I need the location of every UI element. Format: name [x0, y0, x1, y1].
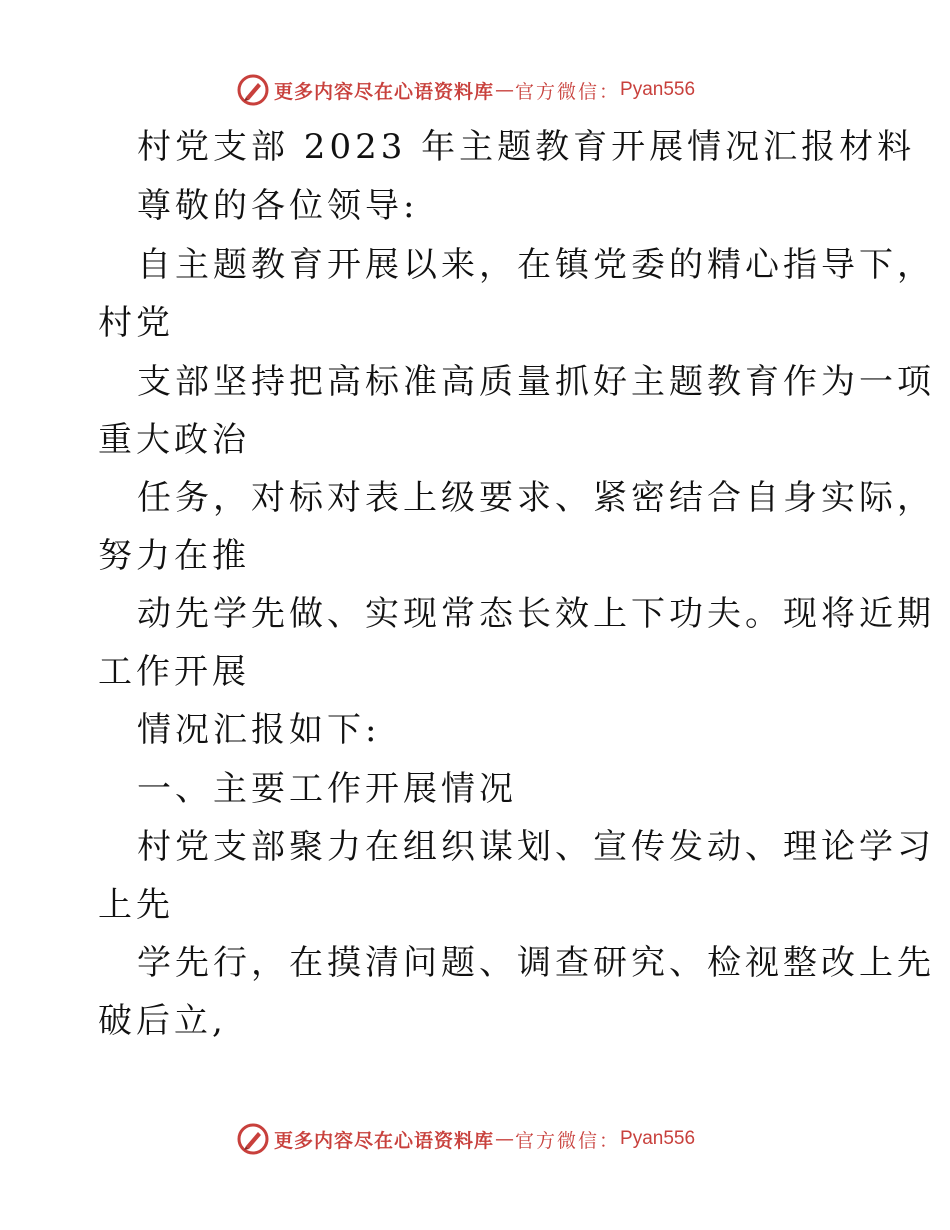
paragraph-line: 情况汇报如下: — [137, 710, 381, 750]
paragraph-line: 重大政治 — [98, 420, 250, 460]
watermark-label: 官方微信： — [515, 1129, 621, 1152]
paragraph-line: 破后立, — [98, 1001, 227, 1041]
paragraph-line: 村党支部聚力在组织谋划、宣传发动、理论学习 — [137, 827, 935, 867]
footer-watermark — [236, 1121, 695, 1157]
watermark-id: Pyan556 — [620, 1128, 696, 1149]
section-heading: 一、主要工作开展情况 — [137, 769, 517, 809]
document-title: 村党支部 2023 年主题教育开展情况汇报材料 — [137, 127, 916, 167]
watermark-text: 更多内容尽在心语资料库 — [274, 1129, 495, 1152]
watermark-dash: — — [495, 1128, 515, 1150]
pen-logo-icon — [236, 73, 270, 107]
watermark-label: 官方微信： — [515, 80, 621, 103]
paragraph-line: 努力在推 — [98, 536, 250, 576]
salutation: 尊敬的各位领导: — [137, 186, 419, 226]
watermark-dash: — — [495, 79, 515, 101]
watermark-text: 更多内容尽在心语资料库 — [274, 80, 495, 103]
paragraph-line: 任务，对标对表上级要求、紧密结合自身实际， — [137, 478, 935, 518]
header-watermark — [236, 72, 695, 108]
paragraph-line: 学先行，在摸清问题、调查研究、检视整改上先 — [137, 943, 935, 983]
paragraph-line: 支部坚持把高标准高质量抓好主题教育作为一项 — [137, 362, 935, 402]
paragraph-line: 村党 — [98, 303, 174, 343]
watermark-id: Pyan556 — [620, 79, 696, 100]
paragraph-line: 自主题教育开展以来，在镇党委的精心指导下， — [137, 245, 935, 285]
paragraph-line: 动先学先做、实现常态长效上下功夫。现将近期 — [137, 594, 935, 634]
paragraph-line: 上先 — [98, 885, 174, 925]
paragraph-line: 工作开展 — [98, 652, 250, 692]
pen-logo-icon — [236, 1122, 270, 1156]
